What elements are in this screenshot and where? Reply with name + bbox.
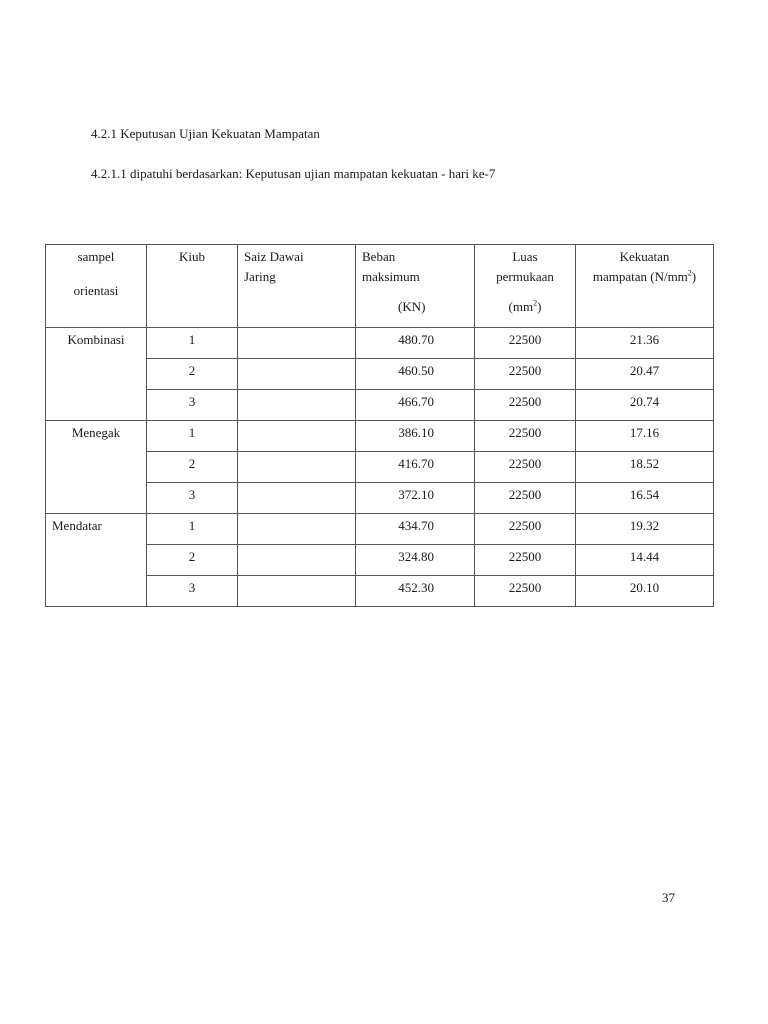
- mesh-size-cell: [238, 359, 356, 390]
- header-text: Luas: [512, 249, 538, 264]
- strength-cell-value: 14.44: [629, 549, 660, 564]
- mesh-size-cell: [238, 328, 356, 359]
- mesh-size-cell: [238, 545, 356, 576]
- strength-cell-value: 19.32: [629, 518, 660, 533]
- max-load-cell: [356, 483, 475, 514]
- max-load-cell-value: 372.10: [398, 487, 434, 502]
- surface-area-cell-value: 22500: [508, 456, 542, 471]
- page-number: 37: [662, 890, 675, 905]
- mesh-size-cell-value: [238, 576, 355, 578]
- strength-cell-value: 17.16: [629, 425, 660, 440]
- kiub-cell-value: 1: [188, 425, 196, 440]
- orientation-label: Mendatar: [52, 518, 102, 533]
- max-load-cell: [356, 452, 475, 483]
- max-load-cell: [356, 514, 475, 545]
- kiub-cell: [147, 390, 238, 421]
- header-text: Kiub: [179, 249, 205, 264]
- strength-cell-value: 20.47: [629, 363, 660, 378]
- surface-area-cell-value: 22500: [508, 425, 542, 440]
- mesh-size-cell-value: [238, 452, 355, 454]
- strength-cell: [576, 514, 714, 545]
- mesh-size-cell-value: [238, 545, 355, 547]
- orientation-label: Kombinasi: [67, 332, 125, 347]
- header-text: mampatan $(N/mm^2)$: [592, 268, 697, 284]
- header-text: Jaring: [244, 269, 276, 284]
- mesh-size-cell-value: [238, 359, 355, 361]
- max-load-cell-value: 416.70: [398, 456, 434, 471]
- header-max-load: [356, 245, 475, 328]
- mesh-size-cell: [238, 421, 356, 452]
- mesh-size-cell: [238, 576, 356, 607]
- max-load-cell-value: 466.70: [398, 394, 434, 409]
- kiub-cell: [147, 576, 238, 607]
- header-surface-area: [475, 245, 576, 328]
- surface-area-cell-value: 22500: [508, 487, 542, 502]
- mesh-size-cell-value: [238, 328, 355, 330]
- kiub-cell-value: 3: [188, 487, 196, 502]
- max-load-cell: [356, 359, 475, 390]
- orientation-cell: [46, 514, 147, 607]
- strength-cell: [576, 421, 714, 452]
- max-load-cell-value: 480.70: [398, 332, 434, 347]
- max-load-cell: [356, 421, 475, 452]
- kiub-cell: [147, 545, 238, 576]
- kiub-cell: [147, 328, 238, 359]
- strength-cell-value: 20.74: [629, 394, 660, 409]
- kiub-cell: [147, 483, 238, 514]
- kiub-cell: [147, 452, 238, 483]
- table-row: [46, 514, 714, 545]
- table-row: [46, 576, 714, 607]
- header-text: sampel: [77, 249, 115, 264]
- surface-area-cell: [475, 390, 576, 421]
- kiub-cell-value: 3: [188, 394, 196, 409]
- strength-cell-value: 20.10: [629, 580, 660, 595]
- header-text: Saiz Dawai: [244, 249, 304, 264]
- max-load-cell-value: 460.50: [398, 363, 434, 378]
- max-load-cell: [356, 576, 475, 607]
- surface-area-cell: [475, 328, 576, 359]
- kiub-cell: [147, 514, 238, 545]
- strength-cell-value: 21.36: [629, 332, 660, 347]
- strength-cell: [576, 576, 714, 607]
- orientation-cell: [46, 328, 147, 421]
- strength-cell: [576, 452, 714, 483]
- mesh-size-cell-value: [238, 390, 355, 392]
- strength-cell-value: 18.52: [629, 456, 660, 471]
- strength-cell: [576, 328, 714, 359]
- table-header-row: [46, 245, 714, 328]
- max-load-cell: [356, 545, 475, 576]
- kiub-cell-value: 2: [188, 363, 196, 378]
- table-row: [46, 421, 714, 452]
- surface-area-cell: [475, 483, 576, 514]
- surface-area-cell: [475, 514, 576, 545]
- max-load-cell-value: 324.80: [398, 549, 434, 564]
- table-row: [46, 483, 714, 514]
- mesh-size-cell-value: [238, 514, 355, 516]
- max-load-cell-value: 386.10: [398, 425, 434, 440]
- surface-area-cell: [475, 421, 576, 452]
- surface-area-cell-value: 22500: [508, 549, 542, 564]
- surface-area-cell: [475, 359, 576, 390]
- strength-cell-value: 16.54: [629, 487, 660, 502]
- kiub-cell: [147, 421, 238, 452]
- kiub-cell-value: 3: [188, 580, 196, 595]
- max-load-cell-value: 434.70: [398, 518, 434, 533]
- table-row: [46, 359, 714, 390]
- surface-area-cell-value: 22500: [508, 580, 542, 595]
- header-mesh-size: [238, 245, 356, 328]
- header-sample-orientation: [46, 245, 147, 328]
- kiub-cell-value: 2: [188, 456, 196, 471]
- mesh-size-cell: [238, 514, 356, 545]
- header-compressive-strength: [576, 245, 714, 328]
- mesh-size-cell-value: [238, 483, 355, 485]
- kiub-cell: [147, 359, 238, 390]
- surface-area-cell-value: 22500: [508, 518, 542, 533]
- header-text: maksimum: [362, 269, 420, 284]
- mesh-size-cell: [238, 483, 356, 514]
- strength-cell: [576, 390, 714, 421]
- max-load-cell: [356, 328, 475, 359]
- kiub-cell-value: 1: [188, 518, 196, 533]
- strength-cell: [576, 359, 714, 390]
- strength-cell: [576, 483, 714, 514]
- header-unit: $(mm^2)$: [508, 298, 542, 314]
- compressive-strength-table: [45, 244, 714, 607]
- section-heading: 4.2.1 Keputusan Ujian Kekuatan Mampatan: [91, 126, 320, 141]
- header-kiub: [147, 245, 238, 328]
- header-text: Kekuatan: [619, 249, 670, 264]
- orientation-cell: [46, 421, 147, 514]
- surface-area-cell-value: 22500: [508, 332, 542, 347]
- max-load-cell-value: 452.30: [398, 580, 434, 595]
- header-text: permukaan: [496, 269, 554, 284]
- orientation-label: Menegak: [71, 425, 121, 440]
- surface-area-cell: [475, 452, 576, 483]
- max-load-cell: [356, 390, 475, 421]
- surface-area-cell: [475, 545, 576, 576]
- surface-area-cell-value: 22500: [508, 394, 542, 409]
- mesh-size-cell-value: [238, 421, 355, 423]
- surface-area-cell: [475, 576, 576, 607]
- subsection-heading: 4.2.1.1 dipatuhi berdasarkan: Keputusan ujian mampatan kekuatan - hari ke-7: [91, 166, 496, 181]
- header-unit: (KN): [398, 299, 426, 314]
- surface-area-cell-value: 22500: [508, 363, 542, 378]
- header-text: Beban: [362, 249, 396, 264]
- table-row: [46, 452, 714, 483]
- mesh-size-cell: [238, 452, 356, 483]
- table-row: [46, 390, 714, 421]
- table-row: [46, 328, 714, 359]
- mesh-size-cell: [238, 390, 356, 421]
- kiub-cell-value: 1: [188, 332, 196, 347]
- kiub-cell-value: 2: [188, 549, 196, 564]
- table-row: [46, 545, 714, 576]
- header-text: orientasi: [73, 283, 119, 298]
- strength-cell: [576, 545, 714, 576]
